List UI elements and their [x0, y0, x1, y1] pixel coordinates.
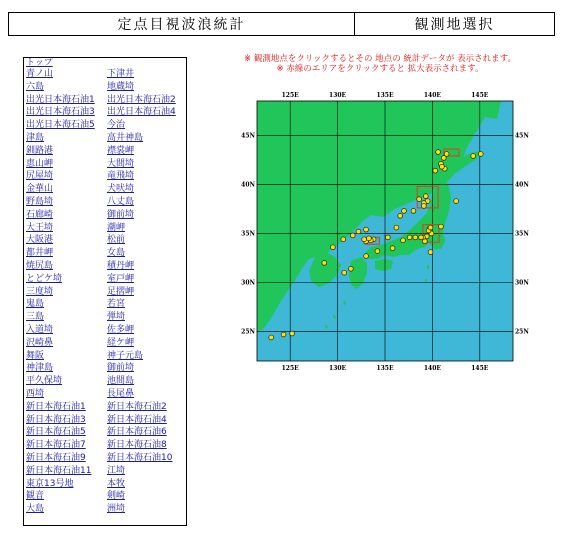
station-marker[interactable]	[398, 213, 403, 218]
station-link[interactable]: 野島埼	[26, 197, 54, 207]
lat-tick-label: 45N	[515, 132, 529, 140]
lat-tick-label: 40N	[515, 181, 529, 189]
station-marker[interactable]	[423, 194, 428, 199]
station-link[interactable]: 都井岬	[26, 248, 54, 259]
station-marker[interactable]	[411, 208, 416, 213]
lon-tick-label: 130E	[329, 92, 347, 99]
station-map	[241, 89, 529, 372]
station-marker[interactable]	[341, 237, 346, 242]
station-marker[interactable]	[433, 168, 438, 173]
station-link[interactable]: 神津島	[26, 363, 54, 374]
station-link[interactable]: 室戸岬	[107, 273, 135, 284]
station-link[interactable]: 御前埼	[107, 209, 135, 220]
station-marker[interactable]	[290, 331, 295, 336]
lat-tick-label: 30N	[515, 279, 529, 287]
station-marker[interactable]	[421, 204, 426, 209]
station-link[interactable]: 松前	[107, 235, 126, 246]
station-marker[interactable]	[419, 235, 424, 240]
station-marker[interactable]	[366, 236, 371, 241]
lon-tick-label: 140E	[423, 365, 441, 372]
station-marker[interactable]	[322, 260, 327, 265]
station-link[interactable]: 津島	[26, 133, 45, 143]
station-link[interactable]: とどケ埼	[26, 273, 63, 284]
station-link[interactable]: 積丹岬	[107, 261, 135, 271]
station-link[interactable]: 新日本海石油10	[107, 453, 173, 463]
station-link[interactable]: 入道埼	[26, 325, 54, 335]
station-link[interactable]: 新日本海石油1	[26, 401, 86, 412]
station-link[interactable]: 足摺岬	[107, 286, 135, 297]
station-marker[interactable]	[364, 254, 369, 259]
station-marker[interactable]	[362, 237, 367, 242]
station-link[interactable]: 焼尻島	[26, 261, 54, 271]
station-marker[interactable]	[439, 224, 444, 229]
station-link[interactable]: 大阪港	[26, 235, 54, 246]
station-link[interactable]: 犬吠埼	[107, 184, 135, 195]
lat-tick-label: 45N	[241, 132, 255, 140]
station-marker[interactable]	[330, 245, 335, 250]
lat-tick-label: 40N	[241, 181, 255, 189]
station-link[interactable]: 三島	[26, 312, 45, 323]
station-link[interactable]: 洲埼	[107, 504, 126, 515]
station-link[interactable]: 八丈島	[107, 197, 135, 207]
lon-tick-label: 125E	[281, 92, 299, 99]
station-link[interactable]: 下津井	[107, 69, 135, 79]
page-header	[8, 12, 555, 36]
station-link[interactable]: 本牧	[107, 478, 126, 489]
section-title: 観測地選択	[414, 17, 495, 33]
station-link[interactable]: 東京13号地	[26, 478, 74, 489]
station-link[interactable]: 長尾鼻	[107, 389, 135, 399]
lon-tick-label: 135E	[376, 92, 394, 99]
station-marker[interactable]	[407, 235, 412, 240]
station-link[interactable]: 新日本海石油3	[26, 414, 86, 425]
station-link[interactable]: 若宮	[107, 299, 126, 310]
station-marker[interactable]	[422, 239, 427, 244]
station-link[interactable]: 新日本海石油11	[26, 465, 92, 476]
station-link[interactable]: 六島	[26, 81, 45, 92]
station-link[interactable]: 石廊崎	[26, 209, 54, 220]
station-marker[interactable]	[478, 152, 483, 157]
station-marker[interactable]	[350, 233, 355, 238]
station-link[interactable]: 出光日本海石油3	[26, 107, 95, 118]
station-marker[interactable]	[402, 208, 407, 213]
station-link[interactable]: 観音	[26, 491, 45, 502]
station-link[interactable]: 出光日本海石油4	[107, 107, 176, 118]
station-link[interactable]: 青ノ山	[26, 69, 54, 79]
station-link[interactable]: 出光日本海石油1	[26, 94, 95, 105]
station-marker[interactable]	[348, 266, 353, 271]
station-link[interactable]: 大王埼	[26, 222, 54, 233]
lon-tick-label: 135E	[376, 365, 394, 372]
station-link[interactable]: 新日本海石油2	[107, 401, 167, 412]
map-svg	[241, 89, 529, 372]
station-marker[interactable]	[385, 235, 390, 240]
lat-tick-label: 25N	[515, 328, 529, 336]
station-marker[interactable]	[269, 335, 274, 340]
lat-tick-label: 25N	[241, 328, 255, 336]
station-link[interactable]: 女島	[107, 248, 126, 259]
station-link[interactable]: 新日本海石油6	[107, 427, 167, 438]
station-marker[interactable]	[417, 197, 422, 202]
station-link[interactable]: 舞阪	[26, 350, 45, 361]
station-marker[interactable]	[413, 235, 418, 240]
station-link[interactable]: 今治	[107, 120, 126, 131]
station-link[interactable]: 出光日本海石油2	[107, 94, 176, 105]
station-marker[interactable]	[364, 227, 369, 232]
station-link[interactable]: 江埼	[107, 465, 126, 476]
station-link[interactable]: 釧路港	[26, 145, 54, 156]
station-link[interactable]: 西埼	[26, 389, 45, 399]
station-marker[interactable]	[454, 199, 459, 204]
station-link[interactable]: 高井神島	[107, 133, 144, 143]
page-title: 定点目視波浪統計	[9, 13, 355, 35]
station-link[interactable]: 新日本海石油9	[26, 453, 86, 463]
station-marker[interactable]	[281, 332, 286, 337]
station-link[interactable]: 沢崎鼻	[26, 337, 54, 348]
station-link[interactable]: 尻屋埼	[26, 171, 54, 182]
station-link[interactable]: 三度埼	[26, 286, 54, 297]
station-link[interactable]: 新日本海石油8	[107, 440, 167, 451]
station-link[interactable]: 鬼島	[26, 299, 45, 310]
station-marker[interactable]	[471, 154, 476, 159]
station-marker[interactable]	[390, 246, 395, 251]
top-link[interactable]: トップ	[26, 58, 53, 68]
station-link[interactable]: 大島	[26, 504, 45, 515]
station-list	[23, 57, 187, 526]
lon-tick-label: 140E	[423, 92, 441, 99]
station-link[interactable]: 恵山岬	[26, 158, 54, 169]
lon-tick-label: 145E	[471, 92, 489, 99]
station-marker[interactable]	[428, 225, 433, 230]
instruction-line-1: ※ 観測地点をクリックするとその 地点の 統計データが 表示されます。	[244, 54, 516, 64]
station-marker[interactable]	[394, 225, 399, 230]
station-link[interactable]: 新日本海石油7	[26, 440, 86, 451]
station-marker[interactable]	[375, 249, 380, 254]
lat-tick-label: 35N	[241, 230, 255, 238]
station-link[interactable]: 地蔵埼	[107, 81, 135, 92]
station-link[interactable]: 金華山	[26, 184, 54, 195]
lat-tick-label: 35N	[515, 230, 529, 238]
station-marker[interactable]	[342, 270, 347, 275]
station-link[interactable]: 経ケ岬	[107, 337, 135, 348]
station-marker[interactable]	[436, 150, 441, 155]
lon-tick-label: 145E	[471, 365, 489, 372]
station-link[interactable]: 新日本海石油4	[107, 414, 167, 425]
lon-tick-label: 130E	[329, 365, 347, 372]
station-link[interactable]: 平久保埼	[26, 376, 63, 387]
station-marker[interactable]	[439, 164, 444, 169]
instruction-line-2: ※ 赤線のエリアをクリックすると 拡大表示されます。	[276, 64, 484, 74]
station-link[interactable]: 池間島	[107, 376, 135, 387]
station-link[interactable]: 剣崎	[107, 491, 126, 502]
station-link[interactable]: 大間埼	[107, 158, 135, 169]
station-link[interactable]: 出光日本海石油5	[26, 120, 95, 131]
station-marker[interactable]	[356, 229, 361, 234]
station-link[interactable]: 佐多岬	[107, 325, 135, 335]
lon-tick-label: 125E	[281, 365, 299, 372]
station-link[interactable]: 竜飛埼	[107, 171, 135, 182]
lat-tick-label: 30N	[241, 279, 255, 287]
station-link[interactable]: 潮岬	[107, 222, 126, 233]
station-marker[interactable]	[401, 238, 406, 243]
instructions	[230, 54, 530, 74]
station-link[interactable]: 襟裳岬	[107, 145, 135, 156]
station-marker[interactable]	[428, 250, 433, 255]
station-link[interactable]: 新日本海石油5	[26, 427, 86, 438]
station-link[interactable]: 弾埼	[107, 312, 126, 323]
station-marker[interactable]	[441, 156, 446, 161]
station-link[interactable]: 御前埼	[107, 363, 135, 374]
station-link[interactable]: 神子元島	[107, 350, 144, 361]
